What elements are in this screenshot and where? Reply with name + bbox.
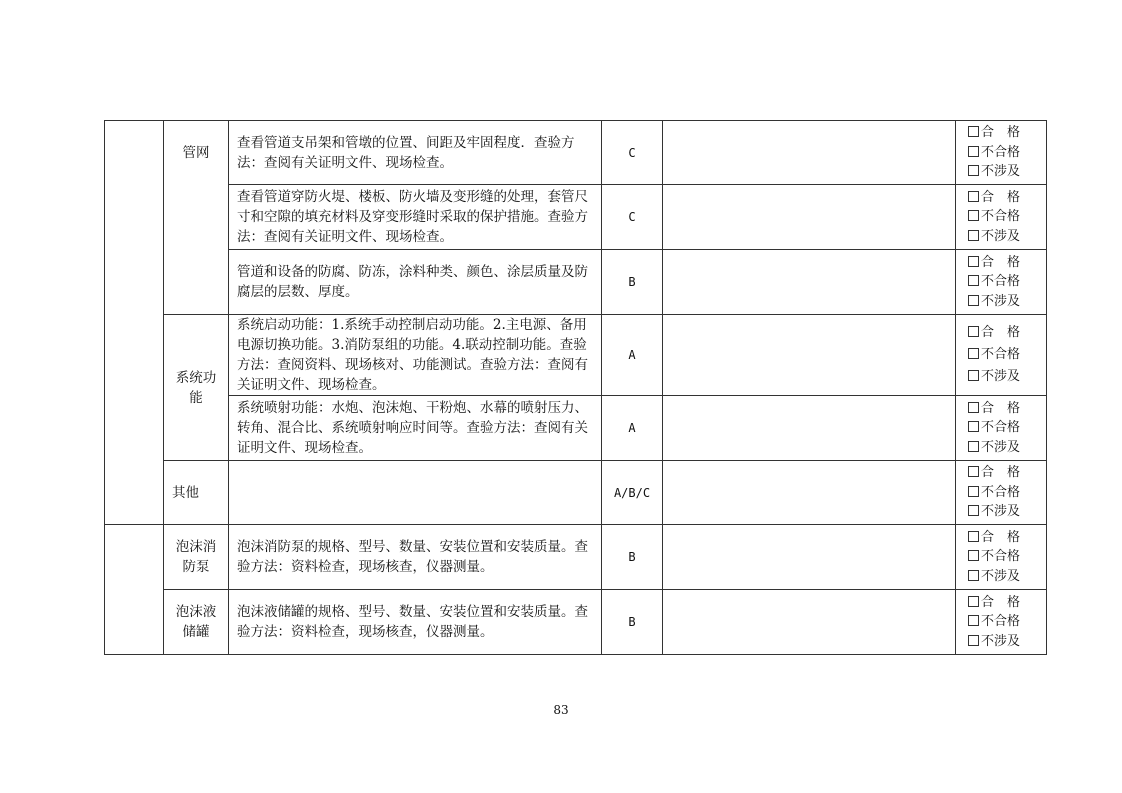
option-label: 合 格: [981, 400, 1021, 416]
option-na[interactable]: [968, 366, 1046, 388]
remark-cell: [663, 185, 956, 250]
option-label: 合 格: [981, 594, 1021, 610]
remark-cell: [663, 396, 956, 461]
option-pass[interactable]: [968, 463, 1046, 483]
result-cell: [956, 121, 1047, 185]
option-label: 不合格: [981, 614, 1021, 630]
content-cell: 查看管道支吊架和管墩的位置、间距及牢固程度．查验方法：查阅有关证明文件、现场检查。: [229, 121, 602, 185]
option-label: 不涉及: [981, 504, 1021, 520]
checkbox-icon[interactable]: [968, 370, 979, 381]
category-cell: [105, 525, 164, 655]
checkbox-icon[interactable]: [968, 146, 979, 157]
grade-cell: A: [602, 315, 663, 396]
option-label: 不涉及: [981, 164, 1021, 180]
item-cell: 其他: [164, 461, 229, 525]
checkbox-icon[interactable]: [968, 570, 979, 581]
checkbox-icon[interactable]: [968, 191, 979, 202]
grade-cell: A: [602, 396, 663, 461]
option-label: 合 格: [981, 254, 1021, 270]
option-label: 不涉及: [981, 228, 1021, 244]
option-na[interactable]: [968, 162, 1046, 182]
option-pass[interactable]: [968, 123, 1046, 143]
checkbox-icon[interactable]: [968, 421, 979, 432]
remark-cell: [663, 250, 956, 315]
result-cell: [956, 396, 1047, 461]
option-label: 不合格: [981, 144, 1021, 160]
grade-cell: B: [602, 590, 663, 655]
option-label: 合 格: [981, 189, 1021, 205]
option-label: 不合格: [981, 274, 1021, 290]
grade-cell: B: [602, 250, 663, 315]
option-label: 不合格: [981, 549, 1021, 565]
checkbox-icon[interactable]: [968, 635, 979, 646]
option-fail[interactable]: [968, 547, 1046, 567]
remark-cell: [663, 315, 956, 396]
result-cell: [956, 185, 1047, 250]
content-cell: 管道和设备的防腐、防冻，涂料种类、颜色、涂层质量及防腐层的层数、厚度。: [229, 250, 602, 315]
option-label: 合 格: [981, 529, 1021, 545]
option-label: 合 格: [981, 325, 1021, 340]
option-label: 不涉及: [981, 633, 1021, 649]
remark-cell: [663, 461, 956, 525]
checkbox-icon[interactable]: [968, 210, 979, 221]
option-pass[interactable]: [968, 322, 1046, 344]
checkbox-icon[interactable]: [968, 531, 979, 542]
option-label: 不涉及: [981, 439, 1021, 455]
option-pass[interactable]: [968, 528, 1046, 548]
grade-cell: B: [602, 525, 663, 590]
remark-cell: [663, 121, 956, 185]
result-cell: [956, 461, 1047, 525]
option-fail[interactable]: [968, 418, 1046, 438]
option-fail[interactable]: [968, 612, 1046, 632]
checkbox-icon[interactable]: [968, 165, 979, 176]
result-cell: [956, 525, 1047, 590]
table-row: [105, 250, 1047, 315]
option-na[interactable]: [968, 227, 1046, 247]
table-row: [105, 525, 1047, 590]
content-cell: [229, 461, 602, 525]
checkbox-icon[interactable]: [968, 615, 979, 626]
option-label: 不合格: [981, 209, 1021, 225]
checkbox-icon[interactable]: [968, 230, 979, 241]
table-row: [105, 461, 1047, 525]
content-cell: 系统喷射功能：水炮、泡沫炮、干粉炮、水幕的喷射压力、转角、混合比、系统喷射响应时间等。查验方法：查阅有关证明文件、现场检查。: [229, 396, 602, 461]
table-row: [105, 590, 1047, 655]
checkbox-icon[interactable]: [968, 486, 979, 497]
content-cell: 系统启动功能：1.系统手动控制启动功能。2.主电源、备用电源切换功能。3.消防泵组的功能。4.联动控制功能。查验方法：查阅资料、现场核对、功能测试。查验方法：查阅有关证明文件、现场检查。: [229, 315, 602, 396]
remark-cell: [663, 525, 956, 590]
option-fail[interactable]: [968, 207, 1046, 227]
remark-cell: [663, 590, 956, 655]
checkbox-icon[interactable]: [968, 275, 979, 286]
grade-cell: C: [602, 121, 663, 185]
option-pass[interactable]: [968, 188, 1046, 208]
option-fail[interactable]: [968, 143, 1046, 163]
option-pass[interactable]: [968, 593, 1046, 613]
result-cell: [956, 315, 1047, 396]
option-label: 不涉及: [981, 369, 1021, 384]
option-label: 不合格: [981, 347, 1021, 362]
checkbox-icon[interactable]: [968, 126, 979, 137]
option-na[interactable]: [968, 438, 1046, 458]
checkbox-icon[interactable]: [968, 295, 979, 306]
option-fail[interactable]: [968, 272, 1046, 292]
option-na[interactable]: [968, 502, 1046, 522]
page-number: 83: [553, 703, 569, 717]
result-cell: [956, 590, 1047, 655]
option-label: 不涉及: [981, 568, 1021, 584]
checkbox-icon[interactable]: [968, 256, 979, 267]
option-na[interactable]: [968, 632, 1046, 652]
checkbox-icon[interactable]: [968, 441, 979, 452]
table-row: [105, 396, 1047, 461]
option-label: 合 格: [981, 125, 1021, 141]
option-label: 合 格: [981, 465, 1021, 481]
item-cell: 泡沫消防泵: [164, 525, 229, 590]
item-cell: 管网: [164, 121, 229, 315]
content-cell: 泡沫消防泵的规格、型号、数量、安装位置和安装质量。查验方法：资料检查，现场核查，仪器测量。: [229, 525, 602, 590]
item-cell: 系统功能: [164, 315, 229, 461]
option-pass[interactable]: [968, 399, 1046, 419]
checkbox-icon[interactable]: [968, 402, 979, 413]
option-fail[interactable]: [968, 483, 1046, 503]
checkbox-icon[interactable]: [968, 466, 979, 477]
result-cell: [956, 250, 1047, 315]
checkbox-icon[interactable]: [968, 505, 979, 516]
inspection-table: [104, 120, 1047, 655]
option-label: 不合格: [981, 484, 1021, 500]
category-cell: [105, 121, 164, 525]
grade-cell: A/B/C: [602, 461, 663, 525]
table-row: [105, 185, 1047, 250]
checkbox-icon[interactable]: [968, 550, 979, 561]
checkbox-icon[interactable]: [968, 596, 979, 607]
option-pass[interactable]: [968, 253, 1046, 273]
content-cell: 查看管道穿防火堤、楼板、防火墙及变形缝的处理，套管尺寸和空隙的填充材料及穿变形缝时采取的保护措施。查验方法：查阅有关证明文件、现场检查。: [229, 185, 602, 250]
option-label: 不合格: [981, 420, 1021, 436]
checkbox-icon[interactable]: [968, 326, 979, 337]
option-fail[interactable]: [968, 344, 1046, 366]
content-cell: 泡沫液储罐的规格、型号、数量、安装位置和安装质量。查验方法：资料检查，现场核查，仪器测量。: [229, 590, 602, 655]
table-row: [105, 315, 1047, 396]
option-na[interactable]: [968, 567, 1046, 587]
grade-cell: C: [602, 185, 663, 250]
option-label: 不涉及: [981, 293, 1021, 309]
item-cell: 泡沫液储罐: [164, 590, 229, 655]
table-row: [105, 121, 1047, 185]
checkbox-icon[interactable]: [968, 348, 979, 359]
option-na[interactable]: [968, 292, 1046, 312]
